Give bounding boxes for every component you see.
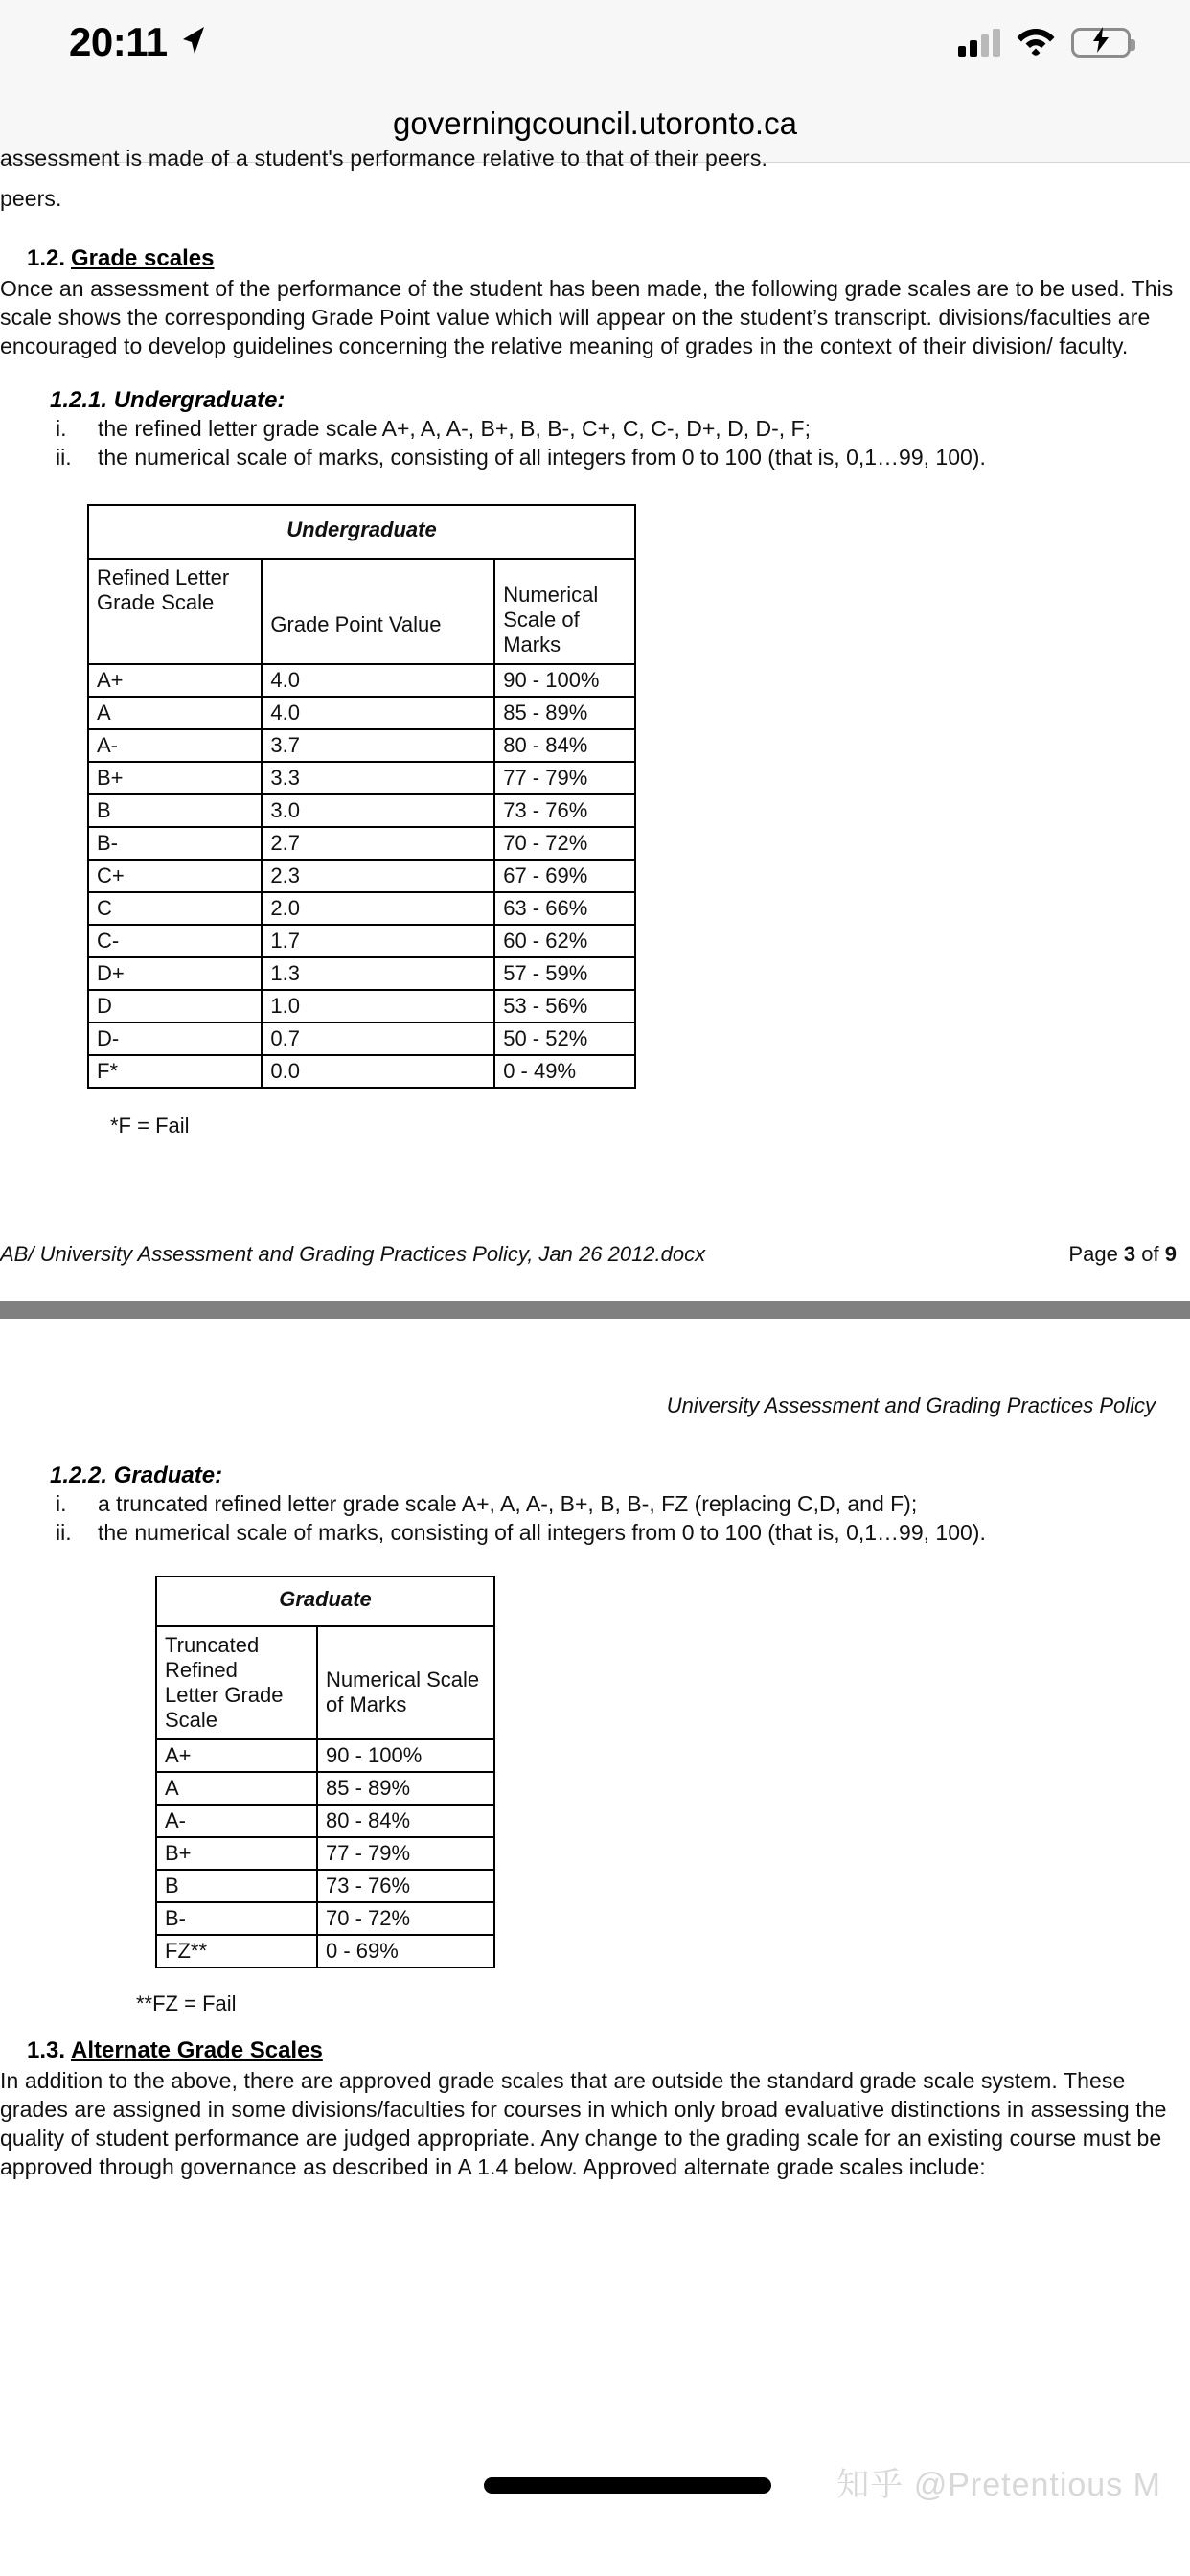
undergraduate-table-title: Undergraduate: [88, 505, 635, 559]
cell-grade: F*: [88, 1055, 262, 1088]
page-label-of: of: [1135, 1242, 1165, 1266]
cell-grade: C: [88, 892, 262, 925]
table-row: [88, 1023, 635, 1055]
table-row: [88, 1055, 635, 1088]
cell-grade: B-: [156, 1902, 317, 1935]
table-row: [88, 697, 635, 729]
heading-1-3-title: Alternate Grade Scales: [71, 2037, 323, 2063]
heading-1-3: [27, 2037, 1190, 2064]
page-current: 3: [1123, 1242, 1136, 1266]
heading-1-2: [27, 245, 1190, 272]
table-row: [88, 990, 635, 1023]
table-title-row: [156, 1576, 494, 1626]
page-break-divider: [0, 1301, 1190, 1319]
list-1-2-2: [56, 1489, 1190, 1547]
table-row: [156, 1935, 494, 1967]
watermark-text: 知乎 @Pretentious M: [836, 2467, 1161, 2503]
cell-grade: B: [88, 794, 262, 827]
cell-marks: 77 - 79%: [494, 762, 635, 794]
cell-grade: B-: [88, 827, 262, 860]
undergraduate-grade-table: [87, 504, 636, 1089]
page-footer: [0, 1242, 1177, 1267]
battery-charging-icon: [1071, 28, 1131, 58]
table-row: [156, 1739, 494, 1772]
cell-gpv: 4.0: [262, 664, 494, 697]
cell-gpv: 1.3: [262, 957, 494, 990]
document-content: [0, 146, 1190, 2181]
cell-marks: 60 - 62%: [494, 925, 635, 957]
heading-1-2-number: 1.2.: [27, 245, 66, 271]
url-text[interactable]: governingcouncil.utoronto.ca: [393, 104, 797, 141]
table-row: [88, 892, 635, 925]
list-item: [56, 1518, 1190, 1547]
cell-grade: C+: [88, 860, 262, 892]
cell-grade: A+: [88, 664, 262, 697]
list-marker: ii.: [56, 445, 72, 470]
cell-marks: 73 - 76%: [494, 794, 635, 827]
cell-marks: 90 - 100%: [494, 664, 635, 697]
heading-1-2-title: Grade scales: [71, 245, 215, 271]
column-header-truncated-scale: [156, 1626, 317, 1739]
heading-1-2-2: 1.2.2. Graduate:: [50, 1462, 223, 1488]
list-marker: ii.: [56, 1520, 72, 1545]
page2-running-header: University Assessment and Grading Practices Policy: [666, 1393, 1156, 1417]
wifi-icon: [1016, 25, 1056, 60]
cell-gpv: 3.7: [262, 729, 494, 762]
page-footer-left: AB/ University Assessment and Grading Practices Policy, Jan 26 2012.docx: [0, 1242, 706, 1266]
table-row: [88, 762, 635, 794]
status-bar-left: [69, 19, 208, 65]
list-text: a truncated refined letter grade scale A+, A, A-, B+, B, B-, FZ (replacing C,D, and F);: [98, 1491, 918, 1516]
orphan-paragraph: peers.: [0, 186, 62, 211]
cell-marks: 50 - 52%: [494, 1023, 635, 1055]
cell-grade: D-: [88, 1023, 262, 1055]
table-row: [156, 1902, 494, 1935]
cell-grade: B+: [88, 762, 262, 794]
column-header-numerical-scale: [494, 559, 635, 664]
table-row: [156, 1837, 494, 1870]
list-item: [56, 443, 1190, 472]
cell-gpv: 1.7: [262, 925, 494, 957]
cell-gpv: 1.0: [262, 990, 494, 1023]
cell-grade: C-: [88, 925, 262, 957]
table-row: [156, 1870, 494, 1902]
table-row: [88, 957, 635, 990]
cellular-signal-icon: [958, 28, 1000, 57]
cell-grade: B: [156, 1870, 317, 1902]
cell-marks: 0 - 49%: [494, 1055, 635, 1088]
list-text: the numerical scale of marks, consisting of all integers from 0 to 100 (that is, 0,1…99, 100).: [98, 445, 986, 470]
cell-marks: 77 - 79%: [317, 1837, 494, 1870]
status-bar: [0, 0, 1190, 84]
table-title-row: [88, 505, 635, 559]
cell-gpv: 2.3: [262, 860, 494, 892]
clipped-text-line: [0, 146, 1190, 184]
list-1-2-1: [56, 414, 1190, 472]
status-bar-right: [958, 25, 1131, 60]
cell-grade: A-: [88, 729, 262, 762]
graduate-table-title: Graduate: [156, 1576, 494, 1626]
cell-marks: 0 - 69%: [317, 1935, 494, 1967]
table-row: [88, 664, 635, 697]
cell-grade: A+: [156, 1739, 317, 1772]
column-header-grade-point: Grade Point Value: [262, 559, 494, 664]
cell-gpv: 0.7: [262, 1023, 494, 1055]
cell-marks: 80 - 84%: [494, 729, 635, 762]
table-row: [156, 1805, 494, 1837]
table-row: [88, 729, 635, 762]
heading-1-2-1: 1.2.1. Undergraduate:: [50, 387, 286, 413]
cell-marks: 90 - 100%: [317, 1739, 494, 1772]
cell-marks: 70 - 72%: [494, 827, 635, 860]
list-item: [56, 414, 1190, 443]
paragraph-1-3: In addition to the above, there are approved grade scales that are outside the standard grade scale system. These grades are assigned in some divisions/faculties for courses in which only broad evaluative distinctions in assessing the quality of student performance are judged appropriate. Any change to the grading scale for an existing course must be approved through governance as described in A 1.4 below. Approved alternate grade scales include:: [0, 2068, 1167, 2179]
page-label-prefix: Page: [1068, 1242, 1124, 1266]
column-header-truncated-line2: Letter Grade Scale: [165, 1683, 284, 1732]
cell-marks: 73 - 76%: [317, 1870, 494, 1902]
table-header-row: [88, 559, 635, 664]
cell-marks: 63 - 66%: [494, 892, 635, 925]
table-row: [88, 794, 635, 827]
list-marker: i.: [56, 1491, 67, 1516]
cell-gpv: 3.0: [262, 794, 494, 827]
table-row: [88, 860, 635, 892]
table-row: [156, 1772, 494, 1805]
cell-marks: 70 - 72%: [317, 1902, 494, 1935]
page-number: [1068, 1242, 1177, 1267]
list-item: [56, 1489, 1190, 1518]
cell-gpv: 2.0: [262, 892, 494, 925]
cell-marks: 80 - 84%: [317, 1805, 494, 1837]
cell-gpv: 3.3: [262, 762, 494, 794]
cell-gpv: 2.7: [262, 827, 494, 860]
cell-marks: 57 - 59%: [494, 957, 635, 990]
cell-grade: D+: [88, 957, 262, 990]
cell-gpv: 4.0: [262, 697, 494, 729]
table-header-row: [156, 1626, 494, 1739]
list-marker: i.: [56, 416, 67, 441]
column-header-numerical-line2: Scale of Marks: [503, 608, 580, 656]
cell-grade: D: [88, 990, 262, 1023]
cell-grade: A: [156, 1772, 317, 1805]
redaction-bar: [484, 2477, 771, 2494]
page-total: 9: [1164, 1242, 1177, 1266]
column-header-letter-scale: Refined Letter Grade Scale: [88, 559, 262, 664]
clock-time: 20:11: [69, 19, 168, 64]
clipped-text: assessment is made of a student's performance relative to that of their peers.: [0, 146, 768, 171]
location-arrow-icon: [179, 24, 208, 61]
cell-grade: FZ**: [156, 1935, 317, 1967]
graduate-grade-table: [155, 1576, 495, 1968]
cell-marks: 85 - 89%: [494, 697, 635, 729]
column-header-numerical-scale: Numerical Scale of Marks: [317, 1626, 494, 1739]
table-row: [88, 827, 635, 860]
heading-1-3-number: 1.3.: [27, 2037, 66, 2063]
cell-grade: A-: [156, 1805, 317, 1837]
table-row: [88, 925, 635, 957]
list-text: the numerical scale of marks, consisting of all integers from 0 to 100 (that is, 0,1…99, 100).: [98, 1520, 986, 1545]
undergraduate-footnote: *F = Fail: [110, 1114, 190, 1138]
cell-marks: 85 - 89%: [317, 1772, 494, 1805]
column-header-numerical-line1: Numerical: [503, 583, 599, 607]
cell-marks: 67 - 69%: [494, 860, 635, 892]
cell-marks: 53 - 56%: [494, 990, 635, 1023]
cell-grade: B+: [156, 1837, 317, 1870]
cell-gpv: 0.0: [262, 1055, 494, 1088]
list-text: the refined letter grade scale A+, A, A-, B+, B, B-, C+, C, C-, D+, D, D-, F;: [98, 416, 811, 441]
paragraph-1-2: Once an assessment of the performance of the student has been made, the following grade scales are to be used. This scale shows the corresponding Grade Point value which will appear on the student’s transcript. divisions/faculties are encouraged to develop guidelines concerning the relative meaning of grades in the context of their division/ faculty.: [0, 276, 1174, 358]
cell-grade: A: [88, 697, 262, 729]
column-header-truncated-line1: Truncated Refined: [165, 1633, 260, 1682]
graduate-footnote: **FZ = Fail: [136, 1991, 237, 2015]
